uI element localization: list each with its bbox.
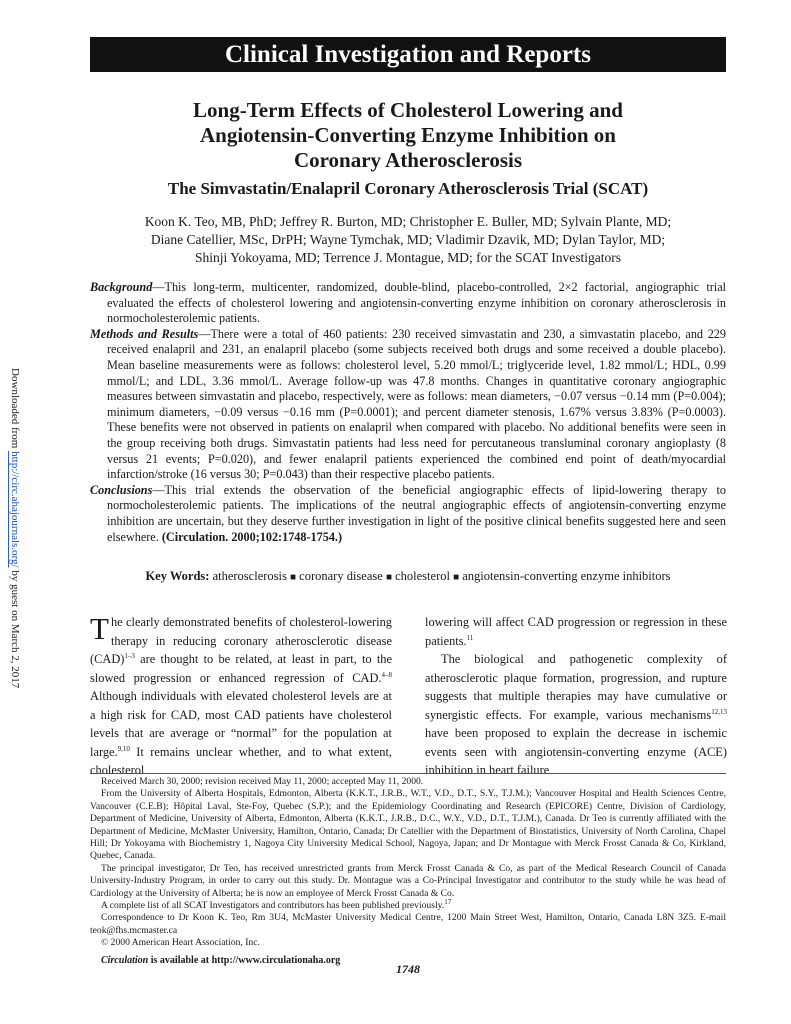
funding-disclosure: The principal investigator, Dr Teo, has received unrestricted grants from Merck Frosst Canada & Co, as part of the Medical Research Council of Canada University-Industry Program, in order to carry out this study. Dr. Montague was a Co-Principal Investigator and contributor to the study while he was head of Cardiology at the University of Alberta; he is now an employee of Merck Frosst Canada & Co. [90,862,726,899]
title-line-1: Long-Term Effects of Cholesterol Lowering and [193,98,623,122]
keyword-separator: ■ [385,572,392,583]
key-words [90,568,726,586]
abstract-background [90,280,726,327]
keyword-separator: ■ [289,572,297,583]
continued-text: lowering will affect CAD progression or regression in these patients. [425,615,727,648]
citation: (Circulation. 2000;102:1748-1754.) [161,529,343,544]
abstract-conclusions [90,483,726,545]
keyword-separator: ■ [453,572,460,583]
abstract-methods-results [90,327,726,483]
article-title [90,98,726,173]
download-note [8,368,21,688]
intro-text-d: It remains unclear whether, and to what extent, cholesterol [90,744,392,777]
intro-paragraph [90,613,392,780]
intro-paragraph-continued [425,613,727,650]
methods-label: Methods and Results [90,326,199,341]
page-number: 1748 [396,962,420,976]
copyright: © 2000 American Heart Association, Inc. [101,937,260,949]
body-column-left [90,613,392,780]
keyword: angiotensin-converting enzyme inhibitors [462,569,671,583]
investigators-text: A complete list of all SCAT Investigators and contributors has been published previously. [101,900,445,912]
reference: 4–8 [381,670,392,679]
download-source-link[interactable]: http://circ.ahajournals.org/ [9,451,21,568]
intro-text-c: Although individuals with elevated cholesterol levels are at a high risk for CAD, most CAD patients have cholesterol levels that are average or “normal” for the population at large. [90,689,392,759]
intro-text-a: he clearly demonstrated benefits of cholesterol-lowering therapy in reducing coronary atherosclerotic disease (CAD) [90,615,392,666]
second-text-b: have been proposed to explain the decrease in ischemic events seen with angiotensin-converting enzyme (ACE) inhibition in heart failure [425,726,727,777]
journal-name: Circulation [101,954,149,966]
received-dates: Received March 30, 2000; revision received May 11, 2000; accepted May 11, 2000. [101,776,424,787]
reference: 11 [466,633,474,642]
authors-line-1: Koon K. Teo, MB, PhD; Jeffrey R. Burton, MD; Christopher E. Buller, MD; Sylvain Plante, MD; [144,214,672,229]
body-column-right [425,613,727,780]
reference: 1–3 [124,651,135,660]
article-subtitle: The Simvastatin/Enalapril Coronary Atherosclerosis Trial (SCAT) [167,179,649,198]
download-note-prefix: Downloaded from [9,368,21,452]
availability-text: is available at http://www.circulationaha.org [148,954,341,966]
key-words-label: Key Words: [145,569,210,583]
keyword: atherosclerosis [212,569,287,583]
investigators-note [90,897,726,912]
title-line-3: Coronary Atherosclerosis [293,148,523,172]
section-banner [90,37,726,72]
title-line-2: Angiotensin-Converting Enzyme Inhibition on [200,123,616,147]
authors-line-2: Diane Catellier, MSc, DrPH; Wayne Tymchak, MD; Vladimir Dzavik, MD; Dylan Taylor, MD; [150,232,666,247]
reference: 9,10 [117,744,130,753]
affiliations: From the University of Alberta Hospitals, Edmonton, Alberta (K.K.T., J.R.B., W.T., V.D., D.T., S.Y., T.J.M.); Vancouver Hospital and Health Sciences Centre, Vancouver (C.E.B); Hôpital Laval, Ste-Foy, Quebec (S.P.); and the Epidemiology Coordinating and Research (EPICORE) Centre, Division of Cardiology, Department of Medicine, University of Alberta, Edmonton, Alberta (K.K.T., J.R.B., D.C., W.Y., V.D., D.T., T.J.M.), Canada. Dr Teo is currently affiliated with the Department of Medicine, McMaster University, Hamilton, Ontario, Canada; Dr Catellier with the Department of Biostatistics, University of North Carolina, Chapel Hill; Dr Yokoyama with Biochemistry 1, Nagoya City University Medical School, Nagoya, Japan; and Dr Montague with Merck Frosst Canada & Co, Kirkland, Quebec, Canada. [90,788,726,862]
background-label: Background [90,280,153,294]
second-text-a: The biological and pathogenetic complexity of atherosclerotic plaque formation, progression, and rupture suggests that multiple therapies may have cumulative or synergistic effects. For example, various mechanisms [425,652,727,722]
abstract [90,280,726,545]
authors-line-3: Shinji Yokoyama, MD; Terrence J. Montague, MD; for the SCAT Investigators [194,250,622,265]
keyword: cholesterol [395,569,450,583]
second-paragraph [425,650,727,780]
author-list [90,213,726,267]
drop-cap: T [90,611,109,646]
reference: 17 [444,897,452,906]
background-text: —This long-term, multicenter, randomized, double-blind, placebo-controlled, 2×2 factorial, angiographic trial evaluated the effects of cholesterol lowering and angiotensin-converting enzyme inhibition on coronary atherosclerosis in normocholesterolemic patients. [107,280,726,326]
conclusions-label: Conclusions [90,482,153,497]
methods-text: —There were a total of 460 patients: 230 received simvastatin and 230, a simvastatin placebo, and 229 received enalapril and 231, an enalapril placebo (some subjects received both drugs and some received a double placebo). Mean baseline measurements were as follows: cholesterol level, 5.20 mmol/L; triglyceride level, 1.82 mmol/L; HDL, 0.99 mmol/L; and LDL, 3.36 mmol/L. Average follow-up was 47.8 months. Changes in quantitative coronary angiographic measures between simvastatin and placebo, respectively, were as follows: mean diameters, −0.07 versus −0.14 mm (P=0.004); minimum diameters, −0.09 versus −0.16 mm (P=0.0001); and percent diameter stenosis, 1.67% versus 3.83% (P=0.0003). These benefits were not observed in patients on enalapril when compared with placebo. No additional benefits were seen in the group receiving both drugs. Simvastatin patients had less need for percutaneous transluminal coronary angioplasty (8 versus 21 events; P=0.020), and fewer enalapril patients experienced the combined end point of death/myocardial infarction/stroke (16 versus 30; P=0.043) than their respective placebo patients. [107,326,726,482]
footnotes [90,773,726,967]
reference: 12,13 [711,707,727,716]
conclusions-text: —This trial extends the observation of the beneficial angiographic effects of lipid-lowering therapy to normocholesterolemic patients. The implications of the neutral angiographic effects of angiotensin-converting enzyme inhibition are uncertain, but they deserve further investigation in light of the positive clinical benefits suggested here and seen elsewhere. [107,482,726,544]
section-title: Clinical Investigation and Reports [224,41,591,68]
download-note-suffix: by guest on March 2, 2017 [9,567,21,689]
correspondence: Correspondence to Dr Koon K. Teo, Rm 3U4, McMaster University Medical Centre, 1200 Main Street West, Hamilton, Ontario, Canada L8N 3Z5. E-mail teok@fhs.mcmaster.ca [90,912,726,936]
intro-text-b: are thought to be related, at least in part, to the slowed progression or enhanced regression of CAD. [90,652,392,685]
keyword: coronary disease [299,569,383,583]
